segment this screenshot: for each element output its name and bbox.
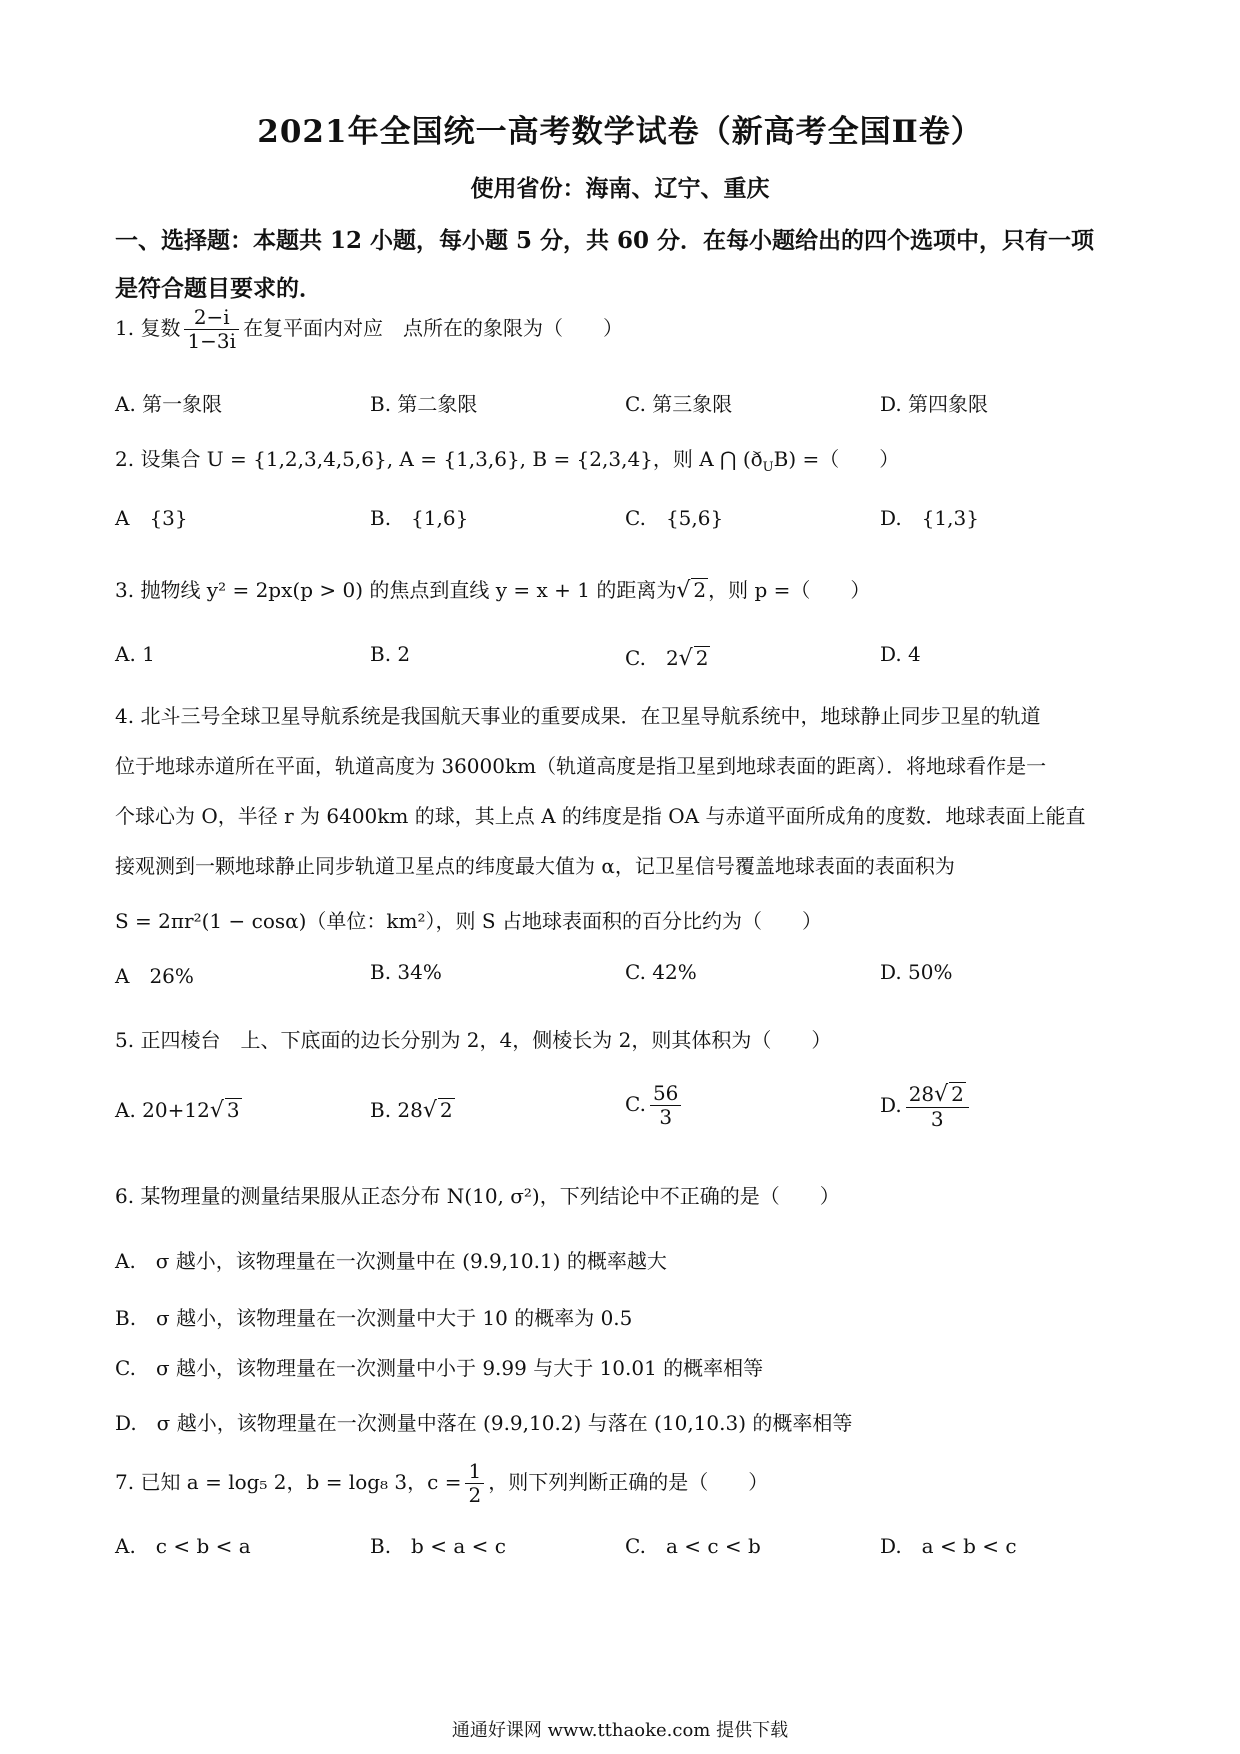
sqrt-icon: √ [934,1082,949,1107]
question-5-option-d-denominator: 3 [930,1107,944,1132]
question-6-option-b: B. σ 越小，该物理量在一次测量中大于 10 的概率为 0.5 [115,1306,633,1330]
question-5-option-b-value: 28 [397,1098,423,1122]
question-5: 5. 正四棱台 上、下底面的边长分别为 2，4，侧棱长为 2，则其体积为（ ） [115,1028,832,1052]
question-6-option-c: C. σ 越小，该物理量在一次测量中小于 9.99 与大于 10.01 的概率相等 [115,1356,764,1380]
question-3-option-b: B. 2 [370,642,411,666]
page-subtitle: 使用省份：海南、辽宁、重庆 [470,175,770,202]
question-5-option-c-denominator: 3 [659,1105,673,1129]
question-7-option-a: A. c < b < a [115,1534,251,1558]
page-title: 2021年全国统一高考数学试卷（新高考全国Ⅱ卷） [257,114,983,150]
question-4-option-d: D. 50% [880,960,953,984]
question-5-option-c-fraction [650,1082,681,1129]
question-2 [115,443,899,475]
question-3-text: 3. 抛物线 y² = 2px(p > 0) 的焦点到直线 y = x + 1 的距离为 [115,578,677,602]
question-3-option-c-radicand: 2 [695,646,709,670]
question-6-option-a: A. σ 越小，该物理量在一次测量中在 (9.9,10.1) 的概率越大 [115,1249,667,1273]
question-2-option-b: B. {1,6} [370,506,469,530]
question-4-line5: S = 2πr²(1 − cosα)（单位：km²），则 S 占地球表面积的百分比约为（ ） [115,909,822,933]
question-6-option-d: D. σ 越小，该物理量在一次测量中落在 (9.9,10.2) 与落在 (10,10.3) 的概率相等 [115,1411,853,1435]
question-4-option-a: A 26% [115,964,194,988]
question-7 [115,1460,768,1507]
question-7-fraction [465,1460,484,1507]
question-5-option-d-coefficient: 28 [908,1082,935,1106]
question-5-option-d-numerator [906,1082,969,1108]
question-1 [115,306,623,353]
question-5-option-d [880,1082,973,1131]
question-1-option-a: A. 第一象限 [115,392,223,416]
question-5-option-b-label: B. [370,1098,392,1122]
question-5-option-d-fraction [906,1082,969,1131]
question-1-fraction-denominator: 1−3i [187,329,237,353]
question-4-line1: 4. 北斗三号全球卫星导航系统是我国航天事业的重要成果．在卫星导航系统中，地球静止同步卫星的轨道 [115,704,1041,728]
question-7-tail: ，则下列判断正确的是（ ） [488,1470,769,1494]
question-7-option-b: B. b < a < c [370,1534,506,1558]
question-2-subscript: U [762,460,774,475]
question-3-tail: ，则 p =（ ） [708,578,871,602]
question-3-radicand: 2 [693,578,707,602]
question-5-option-c [625,1082,685,1129]
question-2-option-a: A {3} [115,506,188,530]
question-7-text: 7. 已知 a = log₅ 2，b = log₈ 3，c = [115,1470,462,1494]
question-5-option-c-label: C. [625,1092,646,1116]
question-4-line2: 位于地球赤道所在平面，轨道高度为 36000km（轨道高度是指卫星到地球表面的距离）．将地球看作是一 [115,754,1047,778]
question-2-option-c: C. {5,6} [625,506,724,530]
question-7-option-c: C. a < c < b [625,1534,761,1558]
question-3-option-d: D. 4 [880,642,921,666]
question-1-fraction-numerator: 2−i [184,306,239,330]
question-5-option-d-label: D. [880,1093,902,1118]
question-2-option-d: D. {1,3} [880,506,979,530]
question-1-fraction [184,306,239,353]
sqrt-icon: √ [422,1098,437,1123]
question-5-option-a-radicand: 3 [226,1098,240,1122]
question-2-text: 2. 设集合 U = {1,2,3,4,5,6}, A = {1,3,6}, B = {2,3,4}，则 A ⋂ (ð [115,447,763,471]
question-5-option-c-numerator: 56 [650,1082,681,1106]
question-5-option-b [370,1098,455,1123]
question-1-option-b: B. 第二象限 [370,392,478,416]
question-5-option-a-label: A. [115,1098,136,1122]
question-3-option-a: A. 1 [115,642,155,666]
question-3-option-c [625,642,710,671]
sqrt-icon: √ [678,646,693,671]
sqrt-icon: √ [676,578,691,603]
question-1-rest: 在复平面内对应 点所在的象限为（ ） [243,316,624,340]
question-5-option-a-value: 20+12 [142,1098,210,1122]
question-7-fraction-numerator: 1 [465,1460,484,1484]
section-heading-line2: 是符合题目要求的． [115,275,322,302]
question-1-option-c: C. 第三象限 [625,392,733,416]
question-4-line4: 接观测到一颗地球静止同步轨道卫星点的纬度最大值为 α，记卫星信号覆盖地球表面的表面积为 [115,854,955,878]
footer-watermark: 通通好课网 www.tthaoke.com 提供下载 [451,1720,789,1741]
question-6: 6. 某物理量的测量结果服从正态分布 N(10, σ²)，下列结论中不正确的是（ ） [115,1184,840,1208]
question-7-option-d: D. a < b < c [880,1534,1017,1558]
question-5-option-a [115,1098,242,1123]
question-2-tail: B) =（ ） [773,447,900,471]
question-4-option-c: C. 42% [625,960,697,984]
question-3-option-c-label: C. 2 [625,646,679,670]
question-4-option-b: B. 34% [370,960,442,984]
question-7-fraction-denominator: 2 [468,1483,482,1507]
question-4-line3: 个球心为 O，半径 r 为 6400km 的球，其上点 A 的纬度是指 OA 与赤道平面所成角的度数．地球表面上能直 [115,804,1086,828]
question-3 [115,574,870,603]
question-1-prefix: 1. 复数 [115,316,181,340]
question-5-option-d-radicand: 2 [951,1082,964,1106]
section-heading-line1: 一、选择题：本题共 12 小题，每小题 5 分，共 60 分．在每小题给出的四个选项中，只有一项 [115,227,1095,254]
question-5-option-b-radicand: 2 [439,1098,453,1122]
question-1-option-d: D. 第四象限 [880,392,989,416]
sqrt-icon: √ [209,1098,224,1123]
